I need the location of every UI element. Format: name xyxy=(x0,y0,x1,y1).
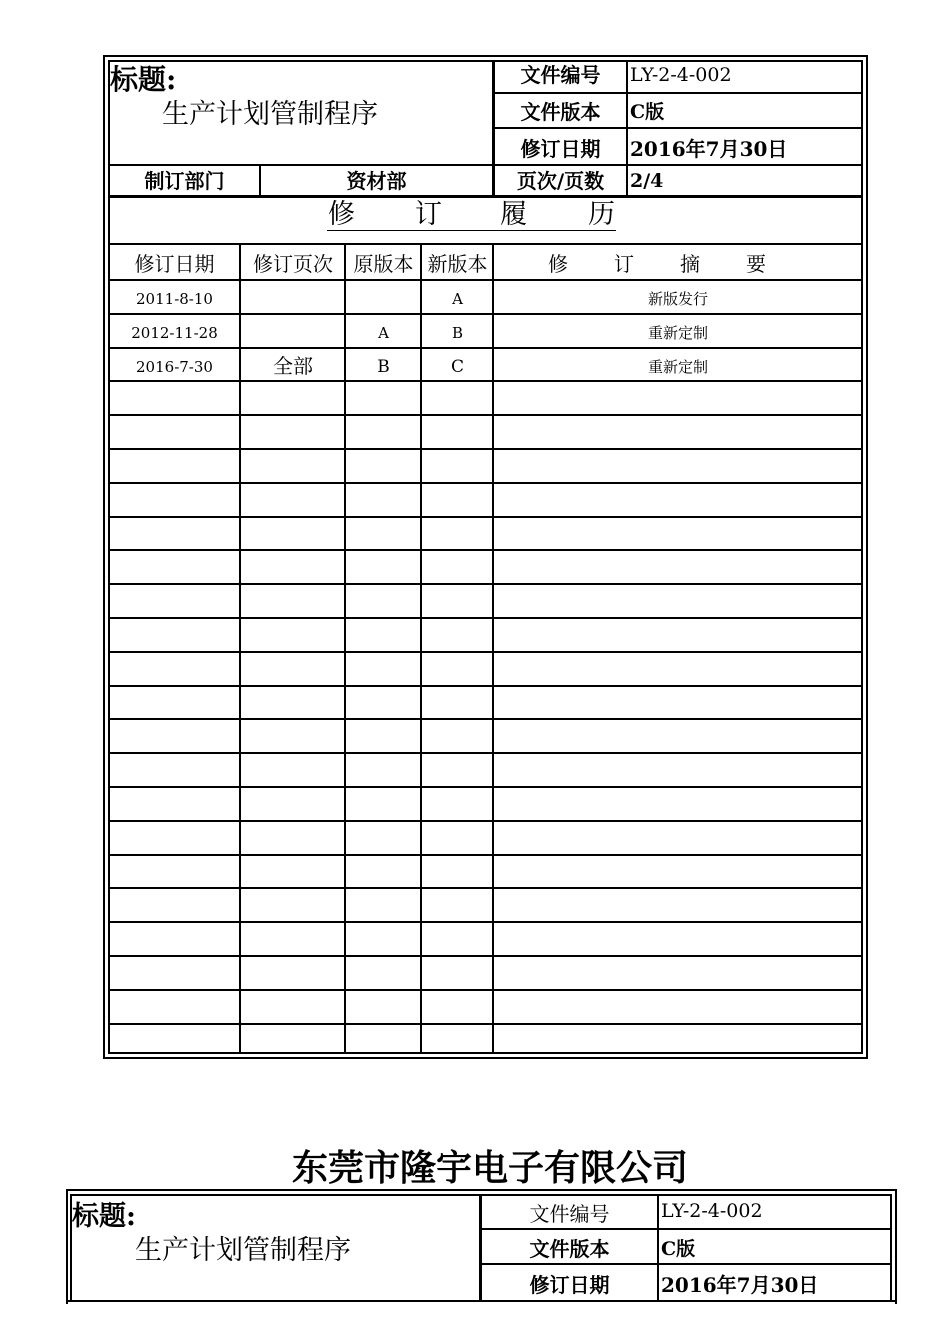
doc-number-value: LY-2-4-002 xyxy=(630,64,732,86)
history-title-char: 历 xyxy=(588,199,615,230)
table-row-line xyxy=(108,718,863,720)
table-row-line xyxy=(108,820,863,822)
inner-border xyxy=(108,60,863,1054)
table-row-line xyxy=(108,617,863,619)
table-cell-new-version: A xyxy=(452,290,463,308)
table-row-line xyxy=(108,921,863,923)
doc-number-label: 文件编号 xyxy=(520,63,601,87)
doc-number-value-2: LY-2-4-002 xyxy=(661,1200,763,1222)
title-label-2: 标题: xyxy=(72,1201,136,1232)
table-row-line xyxy=(108,313,863,315)
doc-version-label: 文件版本 xyxy=(520,100,601,124)
document-title: 生产计划管制程序 xyxy=(162,99,378,130)
col-header-revision-date: 修订日期 xyxy=(134,252,215,276)
table-cell-old-version: A xyxy=(378,324,389,342)
page-count-label: 页次/页数 xyxy=(516,169,605,193)
company-name: 东莞市隆宇电子有限公司 xyxy=(291,1147,688,1189)
table-cell-summary: 重新定制 xyxy=(647,358,708,376)
table-cell-summary: 重新定制 xyxy=(647,324,708,342)
col-header-new-version: 新版本 xyxy=(427,252,488,276)
page-count-value: 2/4 xyxy=(630,170,664,192)
table-cell-new-version: B xyxy=(451,324,464,342)
title-label: 标题: xyxy=(110,63,177,96)
col-header-summary-char: 订 xyxy=(614,252,634,276)
history-title-char: 订 xyxy=(415,199,442,230)
col-header-old-version: 原版本 xyxy=(353,252,414,276)
doc-version-value: C版 xyxy=(630,101,665,123)
history-title-char: 履 xyxy=(500,199,527,230)
col-header-summary-char: 摘 xyxy=(680,252,700,276)
revision-date-value: 2016年7月30日 xyxy=(630,137,788,161)
dept-label: 制订部门 xyxy=(144,169,225,193)
col-header-summary-char: 修 xyxy=(548,252,568,276)
table-row-line xyxy=(108,685,863,687)
table-row-line xyxy=(108,448,863,450)
document-title-2: 生产计划管制程序 xyxy=(135,1235,351,1266)
revision-date-value-2: 2016年7月30日 xyxy=(661,1273,819,1297)
doc-number-label-2: 文件编号 xyxy=(529,1202,610,1226)
revision-date-label-2: 修订日期 xyxy=(529,1273,610,1297)
table-cell-date: 2011-8-10 xyxy=(136,290,213,308)
table-cell-pages: 全部 xyxy=(273,354,313,378)
table-row-line xyxy=(108,651,863,653)
table-cell-old-version: B xyxy=(377,357,390,377)
doc-version-label-2: 文件版本 xyxy=(529,1237,610,1261)
dept-value: 资材部 xyxy=(346,169,407,193)
table-row-line xyxy=(108,347,863,349)
table-cell-date: 2016-7-30 xyxy=(136,358,213,376)
doc-version-value-2: C版 xyxy=(661,1238,696,1260)
revision-date-label: 修订日期 xyxy=(520,137,601,161)
table-row-line xyxy=(108,414,863,416)
history-title-char: 修 xyxy=(328,199,355,230)
table-row-line xyxy=(108,516,863,518)
table-row-line xyxy=(108,279,863,281)
table-row-line xyxy=(108,583,863,585)
table-row-line xyxy=(108,854,863,856)
table-row-line xyxy=(108,786,863,788)
col-header-summary-char: 要 xyxy=(746,252,766,276)
table-row-line xyxy=(108,955,863,957)
table-row-line xyxy=(108,380,863,382)
table-cell-new-version: C xyxy=(450,357,464,377)
table-row-line xyxy=(108,752,863,754)
table-cell-summary: 新版发行 xyxy=(647,290,708,308)
table-row-line xyxy=(108,549,863,551)
col-header-revision-pages: 修订页次 xyxy=(253,252,333,276)
table-row-line xyxy=(108,482,863,484)
table-row-line xyxy=(108,887,863,889)
table-row-line xyxy=(108,1023,863,1025)
table-cell-date: 2012-11-28 xyxy=(131,324,218,342)
table-row-line xyxy=(108,989,863,991)
history-title-underline xyxy=(327,230,616,231)
